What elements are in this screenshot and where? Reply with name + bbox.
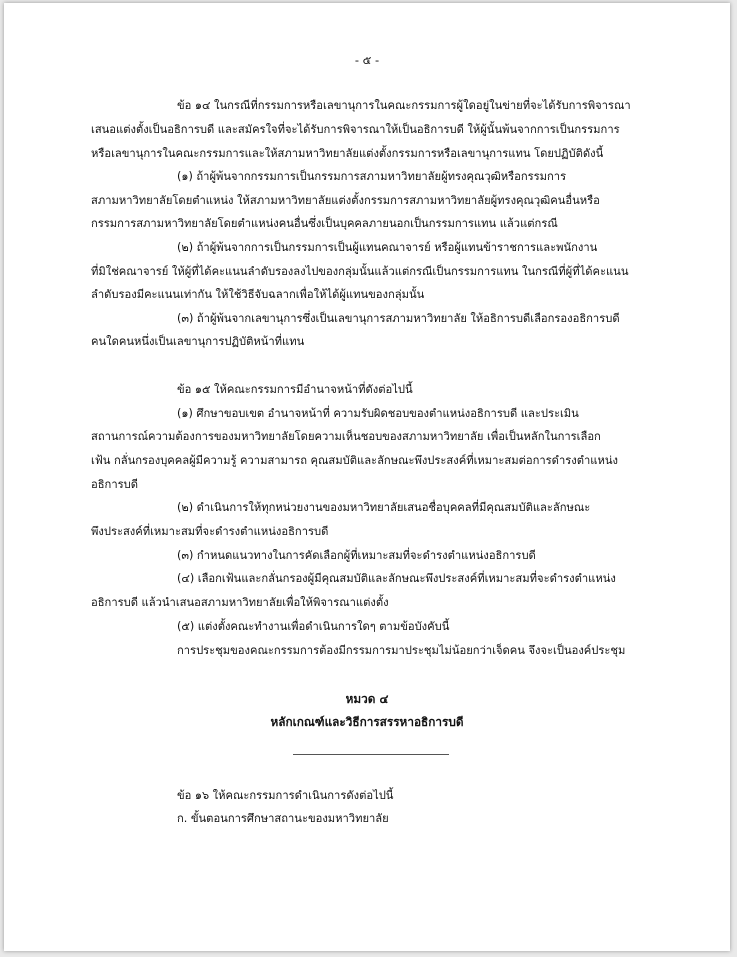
text-line: ข้อ ๑๖ ให้คณะกรรมการดำเนินการดังต่อไปนี้ (177, 789, 394, 802)
text-line: พึงประสงค์ที่เหมาะสมที่จะดำรงตำแหน่งอธิการบดี (91, 525, 329, 538)
text-line: (๓) กำหนดแนวทางในการคัดเลือกผู้ที่เหมาะสมที่จะดำรงตำแหน่งอธิการบดี (177, 549, 536, 562)
text-line: อธิการบดี แล้วนำเสนอสภามหาวิทยาลัยเพื่อให้พิจารณาแต่งตั้ง (91, 596, 389, 609)
text-line: ก. ขั้นตอนการศึกษาสถานะของมหาวิทยาลัย (177, 812, 389, 825)
chapter-heading: หมวด ๔ (345, 692, 389, 706)
text-line: (๕) แต่งตั้งคณะทำงานเพื่อดำเนินการใดๆ ตามข้อบังคับนี้ (177, 620, 450, 633)
text-line: คนใดคนหนึ่งเป็นเลขานุการปฏิบัติหน้าที่แทน (91, 335, 305, 348)
text-line: ข้อ ๑๕ ให้คณะกรรมการมีอำนาจหน้าที่ดังต่อไปนี้ (177, 383, 413, 396)
text-line: อธิการบดี (91, 478, 138, 491)
text-line: เสนอแต่งตั้งเป็นอธิการบดี และสมัครใจที่จะได้รับการพิจารณาให้เป็นอธิการบดี ให้ผู้นั้นพ้นจากการเป็นกรรมการ (91, 123, 620, 136)
text-line: สถานการณ์ความต้องการของมหาวิทยาลัยโดยความเห็นชอบของสภามหาวิทยาลัย เพื่อเป็นหลักในการเลือก (91, 430, 601, 443)
text-line: ที่มิใช่คณาจารย์ ให้ผู้ที่ได้คะแนนลำดับรองลงไปของกลุ่มนั้นแล้วแต่กรณีเป็นกรรมการแทน ในกรณีที่ผู้ที่ได้คะแนน (91, 265, 629, 278)
text-line: เฟ้น กลั่นกรองบุคคลผู้มีความรู้ ความสามารถ คุณสมบัติและลักษณะพึงประสงค์ที่เหมาะสมต่อการดำรงตำแหน่ง (91, 454, 618, 467)
text-line: (๒) ถ้าผู้พ้นจากการเป็นกรรมการเป็นผู้แทนคณาจารย์ หรือผู้แทนข้าราชการและพนักงาน (177, 241, 598, 254)
text-line: สภามหาวิทยาลัยโดยตำแหน่ง ให้สภามหาวิทยาลัยแต่งตั้งกรรมการสภามหาวิทยาลัยผู้ทรงคุณวุฒิคนอื่นหรือ (91, 194, 600, 207)
text-line: (๑) ศึกษาขอบเขต อำนาจหน้าที่ ความรับผิดชอบของตำแหน่งอธิการบดี และประเมิน (177, 407, 579, 420)
text-line: (๔) เลือกเฟ้นและกลั่นกรองผู้มีคุณสมบัติและลักษณะพึงประสงค์ที่เหมาะสมที่จะดำรงตำแหน่ง (177, 572, 616, 585)
text-line: ลำดับรองมีคะแนนเท่ากัน ให้ใช้วิธีจับฉลากเพื่อให้ได้ผู้แทนของกลุ่มนั้น (91, 288, 425, 301)
chapter-title: หลักเกณฑ์และวิธีการสรรหาอธิการบดี (270, 715, 464, 729)
text-line: (๑) ถ้าผู้พ้นจากกรรมการเป็นกรรมการสภามหาวิทยาลัยผู้ทรงคุณวุฒิหรือกรรมการ (177, 170, 567, 183)
text-line: การประชุมของคณะกรรมการต้องมีกรรมการมาประชุมไม่น้อยกว่าเจ็ดคน จึงจะเป็นองค์ประชุม (177, 644, 626, 657)
text-line: (๓) ถ้าผู้พ้นจากเลขานุการซึ่งเป็นเลขานุการสภามหาวิทยาลัย ให้อธิการบดีเลือกรองอธิการบดี (177, 312, 620, 325)
text-line: ข้อ ๑๔ ในกรณีที่กรรมการหรือเลขานุการในคณะกรรมการผู้ใดอยู่ในข่ายที่จะได้รับการพิจารณา (177, 99, 631, 112)
divider (293, 754, 449, 755)
document-page (4, 3, 730, 951)
text-line: หรือเลขานุการในคณะกรรมการและให้สภามหาวิทยาลัยแต่งตั้งกรรมการหรือเลขานุการแทน โดยปฏิบัติดังนี้ (91, 147, 604, 160)
page-number: - ๕ - (354, 53, 380, 67)
text-line: กรรมการสภามหาวิทยาลัยโดยตำแหน่งคนอื่นซึ่งเป็นบุคคลภายนอกเป็นกรรมการแทน แล้วแต่กรณี (91, 217, 558, 230)
text-line: (๒) ดำเนินการให้ทุกหน่วยงานของมหาวิทยาลัยเสนอชื่อบุคคลที่มีคุณสมบัติและลักษณะ (177, 501, 591, 514)
